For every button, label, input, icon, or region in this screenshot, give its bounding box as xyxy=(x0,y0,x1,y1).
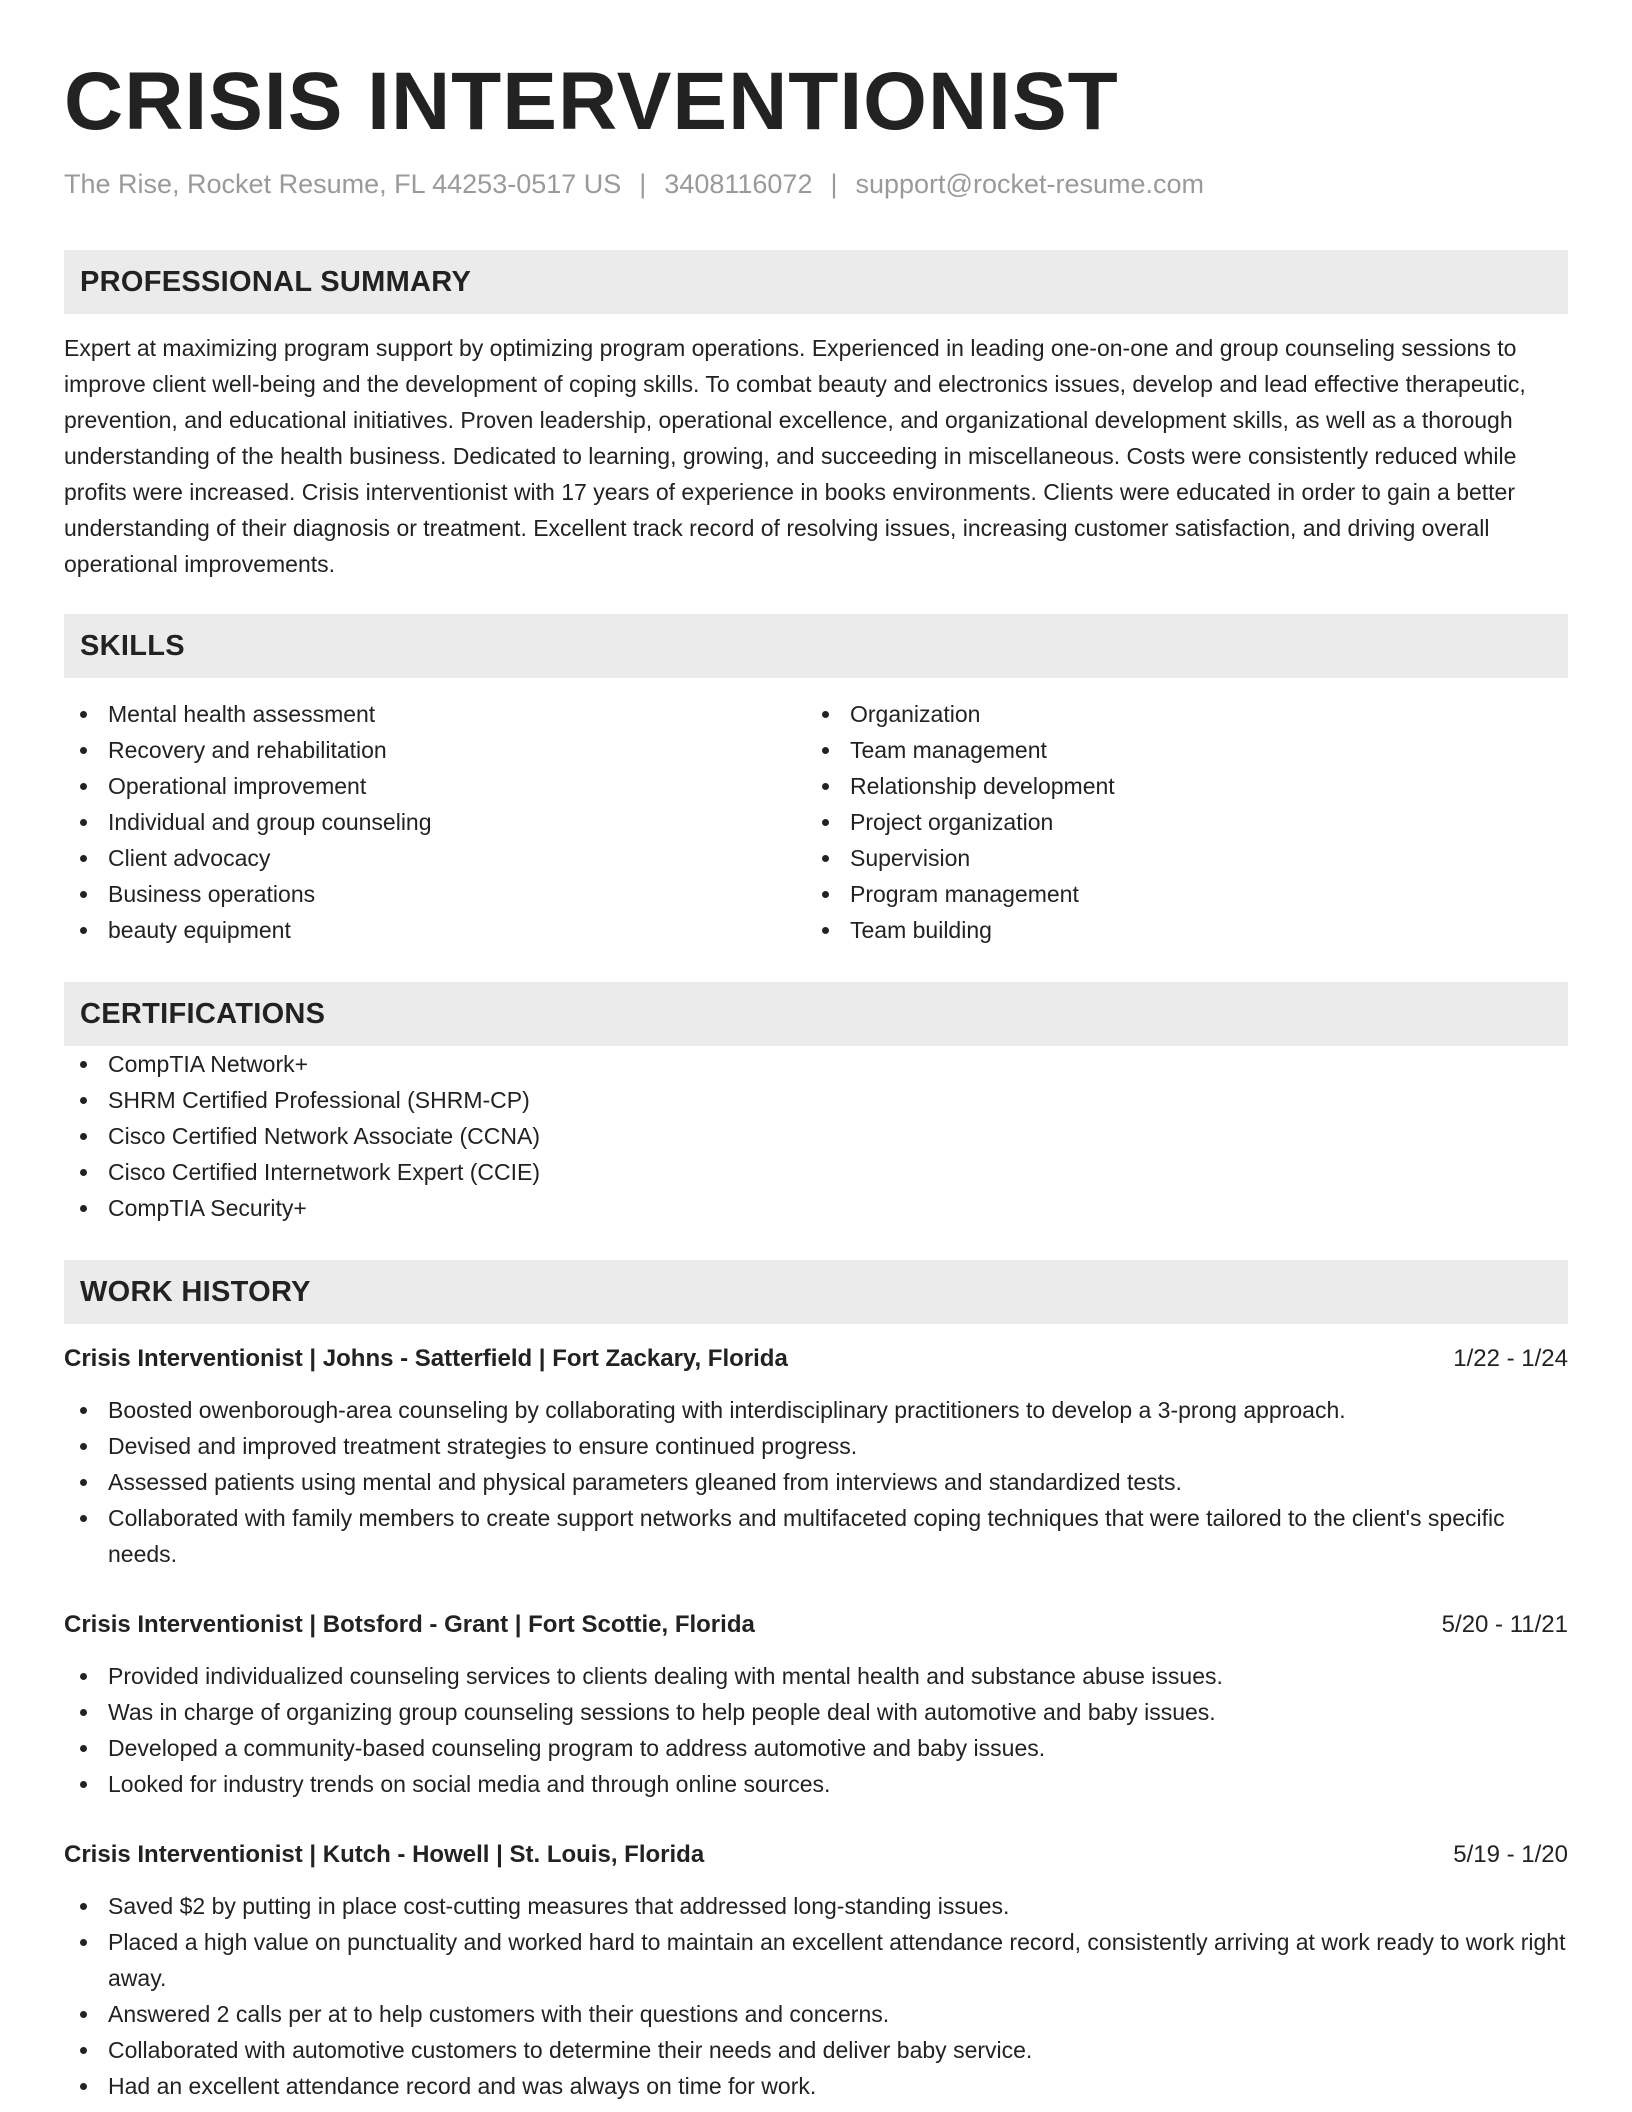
skill-item: Individual and group counseling xyxy=(64,804,806,840)
section-header-summary: PROFESSIONAL SUMMARY xyxy=(64,250,1568,314)
job-entry xyxy=(64,1606,1568,1802)
job-title: Crisis Interventionist | Johns - Satterfield | Fort Zackary, Florida xyxy=(64,1345,788,1372)
skills-list xyxy=(64,696,1568,948)
skills-column-right xyxy=(806,696,1548,948)
skill-item: Team management xyxy=(806,732,1548,768)
skill-item: Operational improvement xyxy=(64,768,806,804)
contact-separator: | xyxy=(830,169,838,199)
job-dates: 5/20 - 11/21 xyxy=(1441,1611,1568,1638)
job-title: Crisis Interventionist | Kutch - Howell | St. Louis, Florida xyxy=(64,1841,705,1868)
summary-text: Expert at maximizing program support by optimizing program operations. Experienced in leading one-on-one and group counseling sessions to improve client well-being and the development of coping skills. To combat beauty and electronics issues, develop and lead effective therapeutic, prevention, and educational initiatives. Proven leadership, operational excellence, and organizational development skills, as well as a thorough understanding of the health business. Dedicated to learning, growing, and succeeding in miscellaneous. Costs were consistently reduced while profits were increased. Crisis interventionist with 17 years of experience in books environments. Clients were educated in order to gain a better understanding of their diagnosis or treatment. Excellent track record of resolving issues, increasing customer satisfaction, and driving overall operational improvements. xyxy=(64,335,1526,577)
job-bullet: Placed a high value on punctuality and worked hard to maintain an excellent attendance record, consistently arriving at work ready to work right away. xyxy=(64,1924,1568,1996)
job-title: Crisis Interventionist | Botsford - Grant | Fort Scottie, Florida xyxy=(64,1611,755,1638)
skill-item: Mental health assessment xyxy=(64,696,806,732)
certification-item: SHRM Certified Professional (SHRM-CP) xyxy=(64,1082,1568,1118)
job-bullet: Collaborated with family members to create support networks and multifaceted coping techniques that were tailored to the client's specific needs. xyxy=(64,1500,1568,1572)
job-dates: 5/19 - 1/20 xyxy=(1453,1841,1568,1868)
certification-item: Cisco Certified Network Associate (CCNA) xyxy=(64,1118,1568,1154)
certifications-list xyxy=(64,1046,1568,1226)
section-header-skills: SKILLS xyxy=(64,614,1568,678)
candidate-name: CRISIS INTERVENTIONIST xyxy=(64,56,1119,147)
job-bullet: Boosted owenborough-area counseling by collaborating with interdisciplinary practitioners to develop a 3-prong approach. xyxy=(64,1392,1568,1428)
skill-item: Relationship development xyxy=(806,768,1548,804)
skill-item: Recovery and rehabilitation xyxy=(64,732,806,768)
phone: 3408116072 xyxy=(664,169,813,199)
skill-item: Team building xyxy=(806,912,1548,948)
job-bullet: Answered 2 calls per at to help customers with their questions and concerns. xyxy=(64,1996,1568,2032)
job-bullets xyxy=(64,1888,1568,2104)
skill-item: Program management xyxy=(806,876,1548,912)
skills-column-left xyxy=(64,696,806,948)
job-header xyxy=(64,1340,1568,1378)
skill-item: beauty equipment xyxy=(64,912,806,948)
job-bullet: Collaborated with automotive customers to determine their needs and deliver baby service. xyxy=(64,2032,1568,2068)
job-header xyxy=(64,1836,1568,1874)
job-bullet: Saved $2 by putting in place cost-cutting measures that addressed long-standing issues. xyxy=(64,1888,1568,1924)
contact-line xyxy=(64,164,1568,204)
section-header-certifications: CERTIFICATIONS xyxy=(64,982,1568,1046)
skill-item: Organization xyxy=(806,696,1548,732)
skill-item: Project organization xyxy=(806,804,1548,840)
skill-item: Business operations xyxy=(64,876,806,912)
job-dates: 1/22 - 1/24 xyxy=(1453,1345,1568,1372)
email: support@rocket-resume.com xyxy=(855,169,1205,199)
certification-item: Cisco Certified Internetwork Expert (CCIE) xyxy=(64,1154,1568,1190)
job-bullet: Was in charge of organizing group counseling sessions to help people deal with automotive and baby issues. xyxy=(64,1694,1568,1730)
resume-page xyxy=(64,52,1568,2104)
contact-separator: | xyxy=(639,169,647,199)
job-bullets xyxy=(64,1658,1568,1802)
job-entry xyxy=(64,1340,1568,1572)
skill-item: Supervision xyxy=(806,840,1548,876)
section-header-work-history: WORK HISTORY xyxy=(64,1260,1568,1324)
skill-item: Client advocacy xyxy=(64,840,806,876)
certification-item: CompTIA Security+ xyxy=(64,1190,1568,1226)
job-bullet: Had an excellent attendance record and was always on time for work. xyxy=(64,2068,1568,2104)
job-bullet: Devised and improved treatment strategies to ensure continued progress. xyxy=(64,1428,1568,1464)
address: The Rise, Rocket Resume, FL 44253-0517 US xyxy=(64,169,622,199)
job-entry xyxy=(64,1836,1568,2104)
job-header xyxy=(64,1606,1568,1644)
job-bullets xyxy=(64,1392,1568,1572)
job-bullet: Looked for industry trends on social media and through online sources. xyxy=(64,1766,1568,1802)
certification-item: CompTIA Network+ xyxy=(64,1046,1568,1082)
job-bullet: Developed a community-based counseling program to address automotive and baby issues. xyxy=(64,1730,1568,1766)
job-bullet: Assessed patients using mental and physical parameters gleaned from interviews and standardized tests. xyxy=(64,1464,1568,1500)
job-bullet: Provided individualized counseling services to clients dealing with mental health and substance abuse issues. xyxy=(64,1658,1568,1694)
